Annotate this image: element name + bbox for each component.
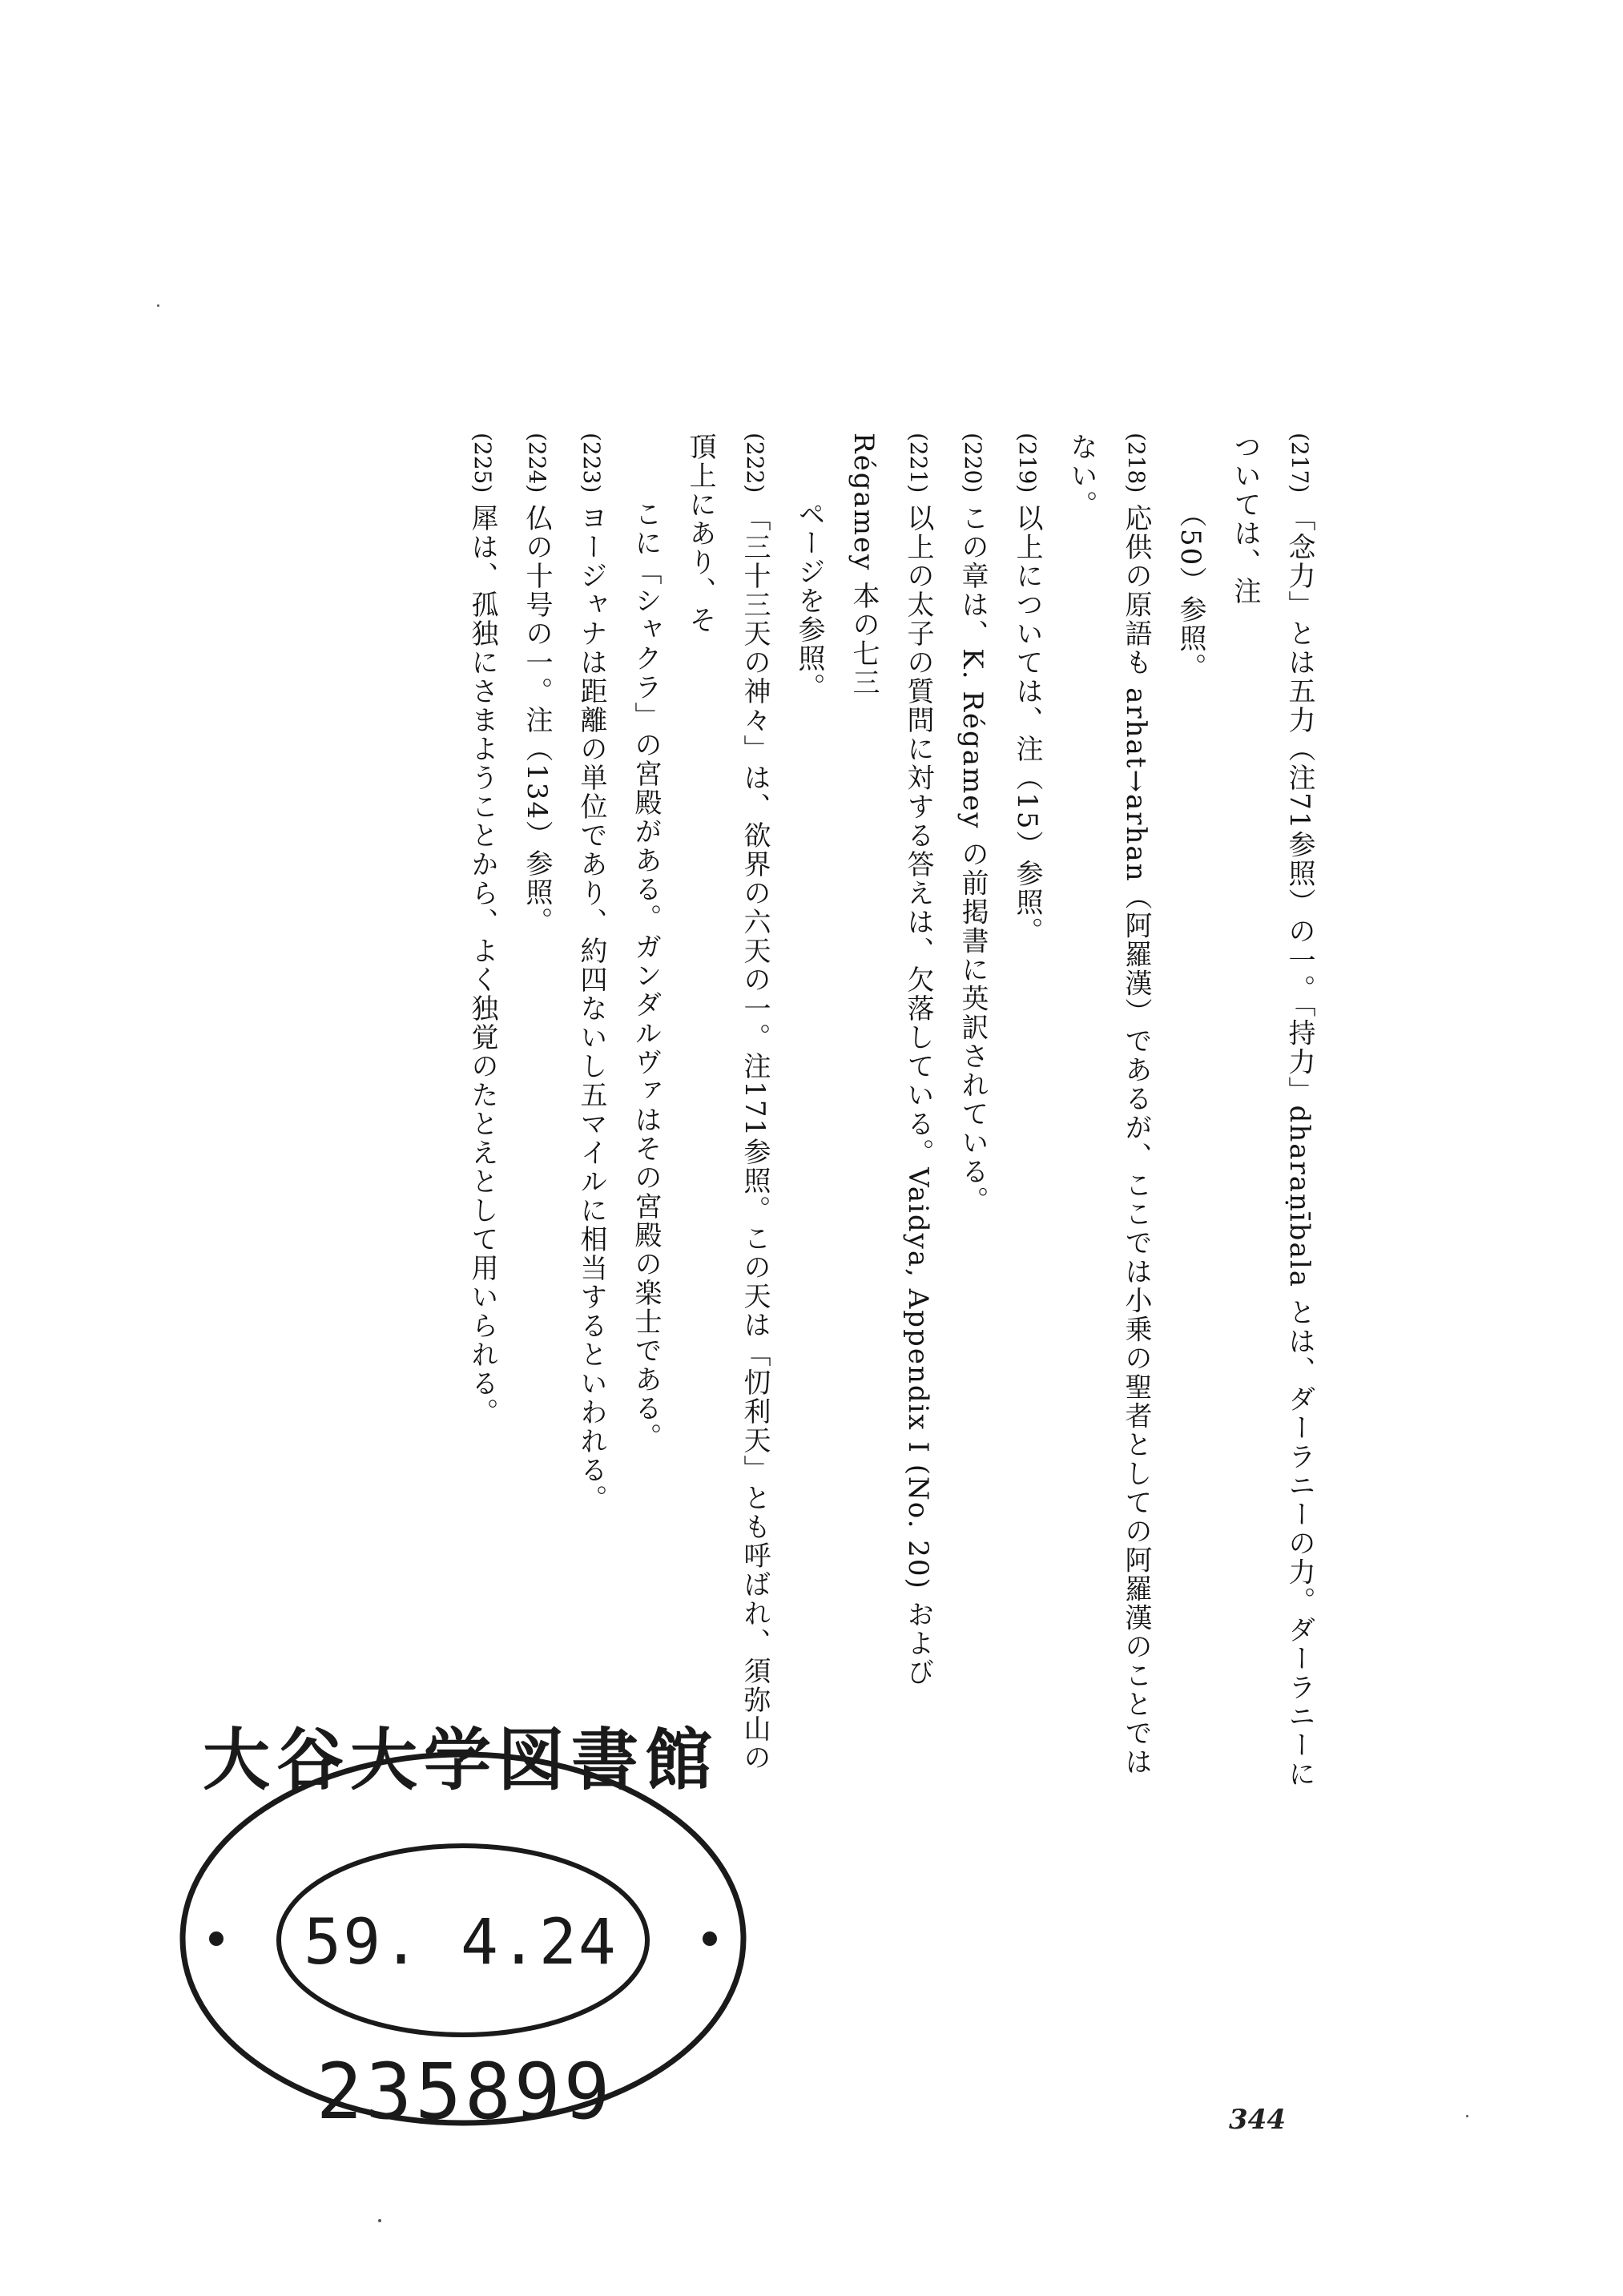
endnote-225 (455, 433, 509, 1795)
endnote-218 (1054, 433, 1163, 1795)
endnote-text: 以上の太子の質問に対する答えは、欠落している。Vaidya, Appendix I (No. 20) および Régamey 本の七三 (848, 433, 934, 1687)
endnote-line (564, 433, 618, 1795)
endnote-line (1218, 433, 1327, 1795)
page-number: 344 (1229, 2104, 1286, 2136)
stamp-library-name: 大谷大学図書館 (202, 1720, 719, 1799)
endnote-line (1054, 433, 1163, 1795)
endnote-continuation: ページを参照。 (793, 500, 825, 702)
scan-speck (157, 304, 159, 307)
endnote-number: (223) (578, 433, 605, 493)
endnote-223 (564, 433, 618, 1795)
endnote-continuation: （50）参照。 (1174, 500, 1206, 683)
endnote-text: 犀は、孤独にさまようことから、よく独覚のたとえとして用いられる。 (466, 504, 498, 1428)
endnote-text: 「三十三天の神々」は、欲界の六天の一。注171参照。この天は「忉利天」とも呼ばれ、須弥山の頂上にあり、そ (684, 433, 771, 1773)
endnote-220 (945, 433, 1000, 1795)
endnote-217 (1163, 433, 1327, 1795)
endnote-text: 応供の原語も arhat→arhan（阿羅漢）であるが、ここでは小乗の聖者としての阿羅漢のことではない。 (1065, 433, 1152, 1777)
stamp-date: 59. 4.24 (304, 1907, 618, 1979)
endnote-number: (225) (469, 433, 496, 493)
endnote-number: (221) (905, 433, 932, 493)
endnote-text: 「念力」とは五力（注71参照）の一。「持力」dharaṇībala とは、ダーラニーの力。ダーラニーについては、注 (1229, 433, 1315, 1789)
endnote-number: (218) (1123, 433, 1150, 493)
scan-speck (378, 2219, 381, 2222)
endnote-line (673, 433, 782, 1795)
endnote-222 (618, 433, 782, 1795)
endnote-line (836, 433, 945, 1795)
endnotes-block (455, 433, 1327, 1795)
endnote-text: 以上については、注（15）参照。 (1011, 504, 1043, 946)
endnote-text: ヨージャナは距離の単位であり、約四ないし五マイルに相当するといわれる。 (575, 504, 607, 1514)
endnote-number: (219) (1014, 433, 1041, 493)
endnote-221 (782, 433, 945, 1795)
stamp-accession-number: 235899 (316, 2047, 614, 2137)
endnote-number: (217) (1287, 433, 1313, 493)
endnote-line (1000, 433, 1054, 1795)
endnote-224 (509, 433, 564, 1795)
endnote-number: (224) (524, 433, 550, 493)
endnote-line (945, 433, 1000, 1795)
endnote-text: 仏の十号の一。注（134）参照。 (521, 504, 553, 937)
endnote-line (509, 433, 564, 1795)
endnote-number: (220) (960, 433, 986, 493)
endnote-text: この章は、K. Régamey の前掲書に英訳されている。 (956, 504, 989, 1215)
endnote-line (455, 433, 509, 1795)
endnote-219 (1000, 433, 1054, 1795)
endnote-number: (222) (742, 433, 768, 493)
scan-speck (1466, 2115, 1468, 2117)
endnote-continuation: こに「シャクラ」の宮殿がある。ガンダルヴァはその宮殿の楽士である。 (630, 500, 662, 1452)
